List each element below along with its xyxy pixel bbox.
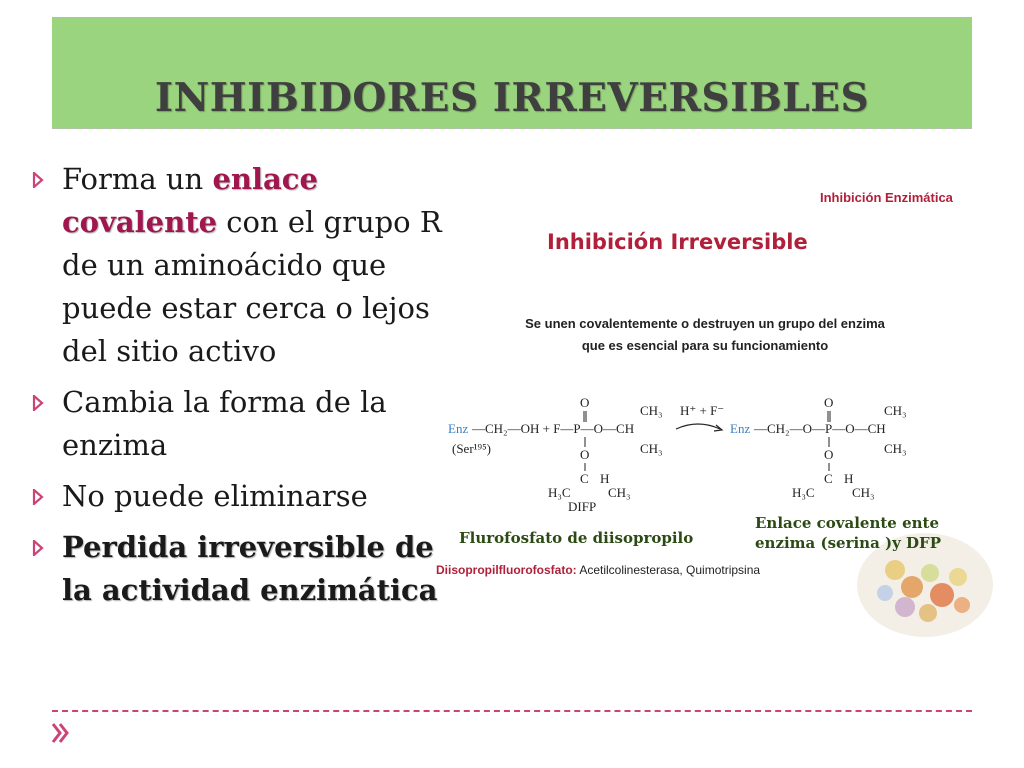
carbon-label: C bbox=[824, 471, 833, 486]
figure-corner-tag: Inhibición Enzimática bbox=[820, 190, 953, 205]
bullet-bold-text: Perdida irreversible de la actividad enzimática bbox=[62, 530, 438, 607]
reaction-figure bbox=[436, 180, 1010, 660]
methyl-bottom: CH₃ bbox=[884, 441, 907, 456]
bullet-text-post: con el grupo R de un aminoácido que puede estar cerca o lejos del sitio activo bbox=[62, 205, 442, 368]
arrow-label: H⁺ + F⁻ bbox=[680, 403, 725, 418]
bullet-item bbox=[28, 475, 468, 518]
figure-note-label: Diisopropilfluorofosfato: bbox=[436, 563, 577, 577]
figure-heading: Inhibición Irreversible bbox=[547, 230, 808, 254]
bullet-item bbox=[28, 158, 468, 373]
serine-label: (Ser¹⁹⁵) bbox=[452, 441, 491, 456]
methyl-right: CH₃ bbox=[852, 485, 875, 500]
triangle-right-icon bbox=[32, 172, 44, 188]
ether-oxygen: O bbox=[580, 447, 590, 462]
carbon-label: C bbox=[580, 471, 589, 486]
ether-oxygen: O bbox=[824, 447, 834, 462]
bullet-text: No puede eliminarse bbox=[62, 479, 368, 513]
figure-note-text: Acetilcolinesterasa, Quimotripsina bbox=[576, 563, 761, 577]
triangle-right-icon bbox=[32, 540, 44, 556]
figure-description-line: Se unen covalentemente o destruyen un grupo del enzima bbox=[525, 316, 885, 331]
methyl-top: CH₃ bbox=[640, 403, 663, 418]
methyl-left: H₃C bbox=[548, 485, 571, 500]
right-chain: —CH₂—O—P—O—CH bbox=[754, 421, 886, 436]
caption-product: Enlace covalente ente enzima (serina )y DFP bbox=[755, 514, 941, 552]
bullet-highlight: enlace covalente bbox=[62, 162, 318, 239]
hydrogen-label: H bbox=[844, 471, 854, 486]
reaction-equation bbox=[440, 395, 1010, 515]
reaction-arrow bbox=[676, 424, 720, 429]
hydrogen-label: H bbox=[600, 471, 610, 486]
triangle-right-icon bbox=[32, 489, 44, 505]
methyl-left: H₃C bbox=[792, 485, 815, 500]
methyl-bottom: CH₃ bbox=[640, 441, 663, 456]
phosphoryl-oxygen: O bbox=[824, 395, 834, 410]
enz-label: Enz bbox=[730, 421, 751, 436]
bullet-text-pre: Forma un bbox=[62, 162, 213, 196]
bottom-divider bbox=[52, 710, 972, 712]
slide-title: INHIBIDORES IRREVERSIBLES bbox=[154, 75, 870, 121]
figure-note bbox=[436, 563, 760, 577]
bullet-item bbox=[28, 381, 468, 467]
figure-description-line: que es esencial para su funcionamiento bbox=[581, 338, 829, 353]
left-chain: —CH₂—OH + F—P—O—CH bbox=[472, 421, 635, 436]
bullet-list bbox=[28, 158, 468, 620]
bullet-text: Cambia la forma de la enzima bbox=[62, 385, 387, 462]
caption-reagent: Flurofosfato de diisopropilo bbox=[459, 529, 694, 547]
phosphoryl-oxygen: O bbox=[580, 395, 590, 410]
triangle-right-icon bbox=[32, 395, 44, 411]
difp-label: DIFP bbox=[568, 499, 597, 514]
enz-label: Enz bbox=[448, 421, 469, 436]
double-chevron-icon bbox=[50, 722, 70, 744]
bullet-item bbox=[28, 526, 468, 612]
methyl-right: CH₃ bbox=[608, 485, 631, 500]
figure-description bbox=[495, 313, 915, 357]
methyl-top: CH₃ bbox=[884, 403, 907, 418]
